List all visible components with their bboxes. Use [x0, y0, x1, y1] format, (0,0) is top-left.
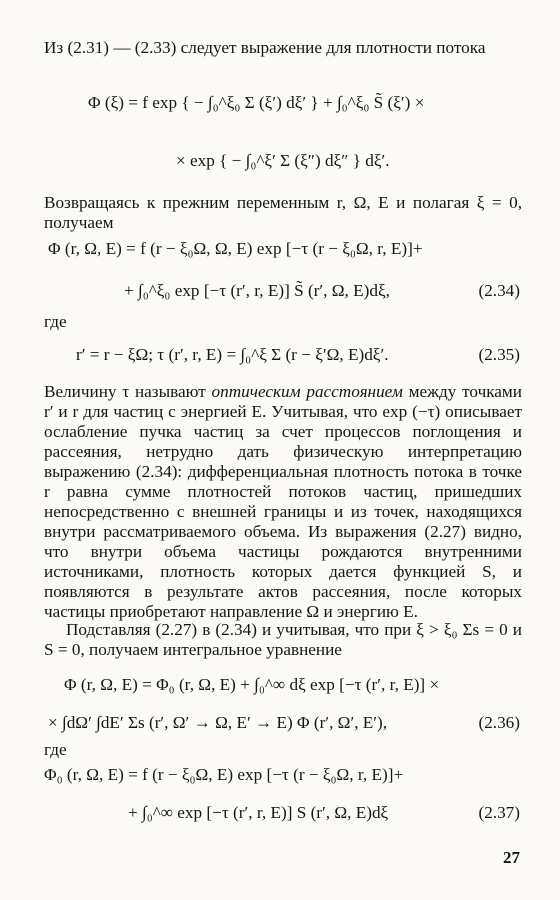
equation-number-2-37: (2.37): [478, 803, 520, 822]
equation-2-37-line1: Φ₀ (r, Ω, E) = f (r − ξ₀Ω, E) exp [−τ (r − ξ₀Ω, r, E)]+: [44, 765, 404, 784]
equation-2-34-line1: Φ (r, Ω, E) = f (r − ξ₀Ω, Ω, E) exp [−τ (r − ξ₀Ω, r, E)]+: [48, 239, 423, 258]
equation-number-2-36: (2.36): [478, 713, 520, 732]
equation-flux-line1: Φ (ξ) = f exp { − ∫₀^ξ₀ Σ (ξ′) dξ′ } + ∫₀^ξ₀ S̃ (ξ′) ×: [88, 93, 425, 112]
equation-2-35: r′ = r − ξΩ; τ (r′, r, E) = ∫₀^ξ Σ (r − ξ′Ω, E)dξ′.: [76, 345, 389, 364]
paragraph-optical-distance: [44, 382, 522, 622]
page-number: 27: [503, 848, 520, 867]
paragraph-return-variables: Возвращаясь к прежним переменным r, Ω, E и полагая ξ = 0, получаем: [44, 193, 522, 232]
where-label-2: где: [44, 740, 67, 759]
equation-2-34-line2: + ∫₀^ξ₀ exp [−τ (r′, r, E)] S̃ (r′, Ω, E)dξ,: [124, 281, 390, 300]
optical-distance-term: оптическим расстоянием: [211, 382, 403, 401]
equation-2-36-line1: Φ (r, Ω, E) = Φ₀ (r, Ω, E) + ∫₀^∞ dξ exp [−τ (r′, r, E)] ×: [64, 675, 440, 694]
where-label-1: где: [44, 312, 67, 331]
paragraph-intro: Из (2.31) — (2.33) следует выражение для плотности потока: [44, 38, 486, 57]
equation-flux-line2: × exp { − ∫₀^ξ′ Σ (ξ″) dξ″ } dξ′.: [176, 151, 390, 170]
paragraph-substitution: Подставляя (2.27) в (2.34) и учитывая, что при ξ > ξ₀ Σs = 0 и S = 0, получаем интегральное уравнение: [44, 620, 522, 659]
equation-2-36-line2: × ∫dΩ′ ∫dE′ Σs (r′, Ω′ → Ω, E′ → E) Φ (r′, Ω′, E′),: [48, 713, 388, 732]
optical-distance-text-post: между точками r′ и r для частиц с энергией E. Учитывая, что exp (−τ) описывает ослабление пучка частиц за счет процессов поглощения и рассеяния, нетрудно дать физическую интерпретацию выражению (2.34): дифференциальная плотность потока в точке r равна сумме плотностей потоков частиц, пришедших непосредственно с внешней границы и из точек, находящихся внутри рассматриваемого объема. Из выражения (2.27) видно, что внутри объема частицы рождаются внутренними источниками, плотность которых дается функцией S, и появляются в результате актов рассеяния, после которых частицы приобретают направление Ω и энергию E.: [44, 382, 523, 621]
equation-number-2-35: (2.35): [478, 345, 520, 364]
optical-distance-text-pre: Величину τ называют: [44, 382, 212, 401]
equation-number-2-34: (2.34): [478, 281, 520, 300]
equation-2-37-line2: + ∫₀^∞ exp [−τ (r′, r, E)] S (r′, Ω, E)dξ: [128, 803, 389, 822]
